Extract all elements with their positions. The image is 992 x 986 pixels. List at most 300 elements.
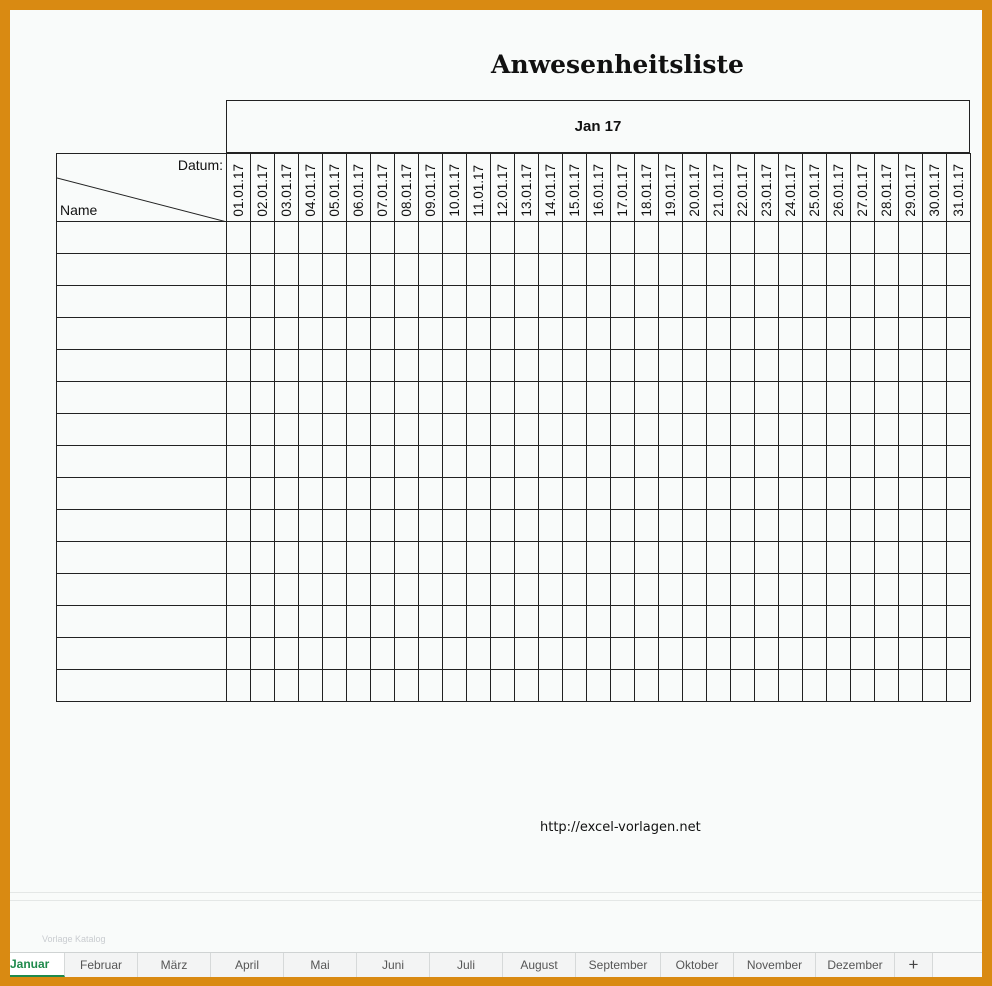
attendance-cell[interactable] <box>707 318 731 350</box>
attendance-cell[interactable] <box>371 254 395 286</box>
date-header-cell[interactable] <box>755 154 779 222</box>
attendance-cell[interactable] <box>371 318 395 350</box>
attendance-cell[interactable] <box>851 606 875 638</box>
attendance-cell[interactable] <box>755 446 779 478</box>
attendance-cell[interactable] <box>827 574 851 606</box>
attendance-cell[interactable] <box>347 478 371 510</box>
attendance-cell[interactable] <box>923 446 947 478</box>
attendance-cell[interactable] <box>779 574 803 606</box>
attendance-cell[interactable] <box>227 222 251 254</box>
attendance-cell[interactable] <box>635 254 659 286</box>
name-cell[interactable] <box>57 318 227 350</box>
attendance-cell[interactable] <box>707 446 731 478</box>
attendance-cell[interactable] <box>371 542 395 574</box>
attendance-cell[interactable] <box>851 382 875 414</box>
attendance-cell[interactable] <box>659 638 683 670</box>
attendance-cell[interactable] <box>419 254 443 286</box>
attendance-cell[interactable] <box>899 446 923 478</box>
attendance-cell[interactable] <box>875 510 899 542</box>
attendance-cell[interactable] <box>659 286 683 318</box>
attendance-cell[interactable] <box>371 350 395 382</box>
attendance-cell[interactable] <box>707 382 731 414</box>
sheet-tab[interactable]: Juli <box>430 953 503 977</box>
attendance-cell[interactable] <box>659 670 683 702</box>
attendance-cell[interactable] <box>443 414 467 446</box>
attendance-cell[interactable] <box>227 254 251 286</box>
attendance-cell[interactable] <box>779 446 803 478</box>
attendance-cell[interactable] <box>467 382 491 414</box>
attendance-cell[interactable] <box>515 446 539 478</box>
attendance-cell[interactable] <box>803 254 827 286</box>
attendance-cell[interactable] <box>515 606 539 638</box>
attendance-cell[interactable] <box>275 542 299 574</box>
attendance-cell[interactable] <box>371 222 395 254</box>
attendance-cell[interactable] <box>659 318 683 350</box>
attendance-cell[interactable] <box>515 414 539 446</box>
attendance-cell[interactable] <box>347 350 371 382</box>
attendance-cell[interactable] <box>875 446 899 478</box>
attendance-cell[interactable] <box>491 382 515 414</box>
attendance-cell[interactable] <box>395 254 419 286</box>
attendance-cell[interactable] <box>899 222 923 254</box>
attendance-cell[interactable] <box>611 286 635 318</box>
attendance-cell[interactable] <box>683 446 707 478</box>
attendance-cell[interactable] <box>347 446 371 478</box>
attendance-cell[interactable] <box>323 478 347 510</box>
attendance-cell[interactable] <box>899 606 923 638</box>
attendance-cell[interactable] <box>227 414 251 446</box>
attendance-cell[interactable] <box>731 382 755 414</box>
attendance-cell[interactable] <box>539 318 563 350</box>
attendance-cell[interactable] <box>395 510 419 542</box>
attendance-cell[interactable] <box>299 510 323 542</box>
attendance-cell[interactable] <box>731 286 755 318</box>
attendance-cell[interactable] <box>395 318 419 350</box>
sheet-tab[interactable]: Juni <box>357 953 430 977</box>
attendance-cell[interactable] <box>347 318 371 350</box>
attendance-cell[interactable] <box>275 446 299 478</box>
attendance-cell[interactable] <box>563 414 587 446</box>
attendance-cell[interactable] <box>851 286 875 318</box>
attendance-cell[interactable] <box>347 542 371 574</box>
attendance-cell[interactable] <box>635 318 659 350</box>
date-header-cell[interactable] <box>731 154 755 222</box>
attendance-cell[interactable] <box>419 542 443 574</box>
attendance-cell[interactable] <box>515 638 539 670</box>
attendance-cell[interactable] <box>515 542 539 574</box>
attendance-cell[interactable] <box>611 222 635 254</box>
attendance-cell[interactable] <box>347 414 371 446</box>
attendance-cell[interactable] <box>707 542 731 574</box>
attendance-cell[interactable] <box>515 286 539 318</box>
attendance-cell[interactable] <box>563 286 587 318</box>
name-cell[interactable] <box>57 414 227 446</box>
attendance-cell[interactable] <box>467 510 491 542</box>
attendance-cell[interactable] <box>467 670 491 702</box>
attendance-cell[interactable] <box>563 606 587 638</box>
date-header-cell[interactable] <box>827 154 851 222</box>
date-header-cell[interactable] <box>779 154 803 222</box>
attendance-cell[interactable] <box>323 350 347 382</box>
sheet-tab[interactable]: August <box>503 953 576 977</box>
attendance-cell[interactable] <box>515 318 539 350</box>
attendance-cell[interactable] <box>587 350 611 382</box>
attendance-cell[interactable] <box>539 382 563 414</box>
attendance-cell[interactable] <box>683 670 707 702</box>
attendance-cell[interactable] <box>803 382 827 414</box>
sheet-tab[interactable]: Mai <box>284 953 357 977</box>
attendance-cell[interactable] <box>851 510 875 542</box>
attendance-cell[interactable] <box>251 478 275 510</box>
attendance-cell[interactable] <box>563 446 587 478</box>
attendance-cell[interactable] <box>923 478 947 510</box>
attendance-cell[interactable] <box>371 638 395 670</box>
attendance-cell[interactable] <box>443 382 467 414</box>
attendance-cell[interactable] <box>587 414 611 446</box>
attendance-cell[interactable] <box>779 670 803 702</box>
attendance-cell[interactable] <box>707 254 731 286</box>
attendance-cell[interactable] <box>419 510 443 542</box>
attendance-cell[interactable] <box>611 542 635 574</box>
attendance-cell[interactable] <box>611 478 635 510</box>
attendance-cell[interactable] <box>491 542 515 574</box>
attendance-cell[interactable] <box>635 574 659 606</box>
attendance-cell[interactable] <box>491 222 515 254</box>
attendance-cell[interactable] <box>587 222 611 254</box>
attendance-cell[interactable] <box>299 350 323 382</box>
attendance-cell[interactable] <box>851 254 875 286</box>
attendance-cell[interactable] <box>755 414 779 446</box>
attendance-cell[interactable] <box>683 606 707 638</box>
attendance-cell[interactable] <box>275 510 299 542</box>
attendance-cell[interactable] <box>851 478 875 510</box>
name-cell[interactable] <box>57 638 227 670</box>
attendance-cell[interactable] <box>635 286 659 318</box>
attendance-cell[interactable] <box>251 286 275 318</box>
attendance-cell[interactable] <box>779 414 803 446</box>
attendance-cell[interactable] <box>395 446 419 478</box>
attendance-cell[interactable] <box>467 574 491 606</box>
attendance-cell[interactable] <box>299 542 323 574</box>
attendance-cell[interactable] <box>395 478 419 510</box>
attendance-cell[interactable] <box>827 222 851 254</box>
attendance-cell[interactable] <box>227 286 251 318</box>
attendance-cell[interactable] <box>275 382 299 414</box>
attendance-cell[interactable] <box>419 318 443 350</box>
attendance-cell[interactable] <box>323 286 347 318</box>
attendance-cell[interactable] <box>395 382 419 414</box>
attendance-cell[interactable] <box>443 542 467 574</box>
attendance-cell[interactable] <box>827 478 851 510</box>
attendance-cell[interactable] <box>539 606 563 638</box>
attendance-cell[interactable] <box>947 574 971 606</box>
attendance-cell[interactable] <box>659 222 683 254</box>
date-header-cell[interactable] <box>395 154 419 222</box>
attendance-cell[interactable] <box>419 446 443 478</box>
attendance-cell[interactable] <box>371 286 395 318</box>
date-header-cell[interactable] <box>875 154 899 222</box>
attendance-cell[interactable] <box>875 254 899 286</box>
attendance-cell[interactable] <box>227 670 251 702</box>
attendance-cell[interactable] <box>707 510 731 542</box>
attendance-cell[interactable] <box>827 446 851 478</box>
attendance-cell[interactable] <box>803 542 827 574</box>
sheet-tab[interactable]: Januar <box>10 953 65 977</box>
attendance-cell[interactable] <box>803 318 827 350</box>
attendance-cell[interactable] <box>851 574 875 606</box>
attendance-cell[interactable] <box>947 446 971 478</box>
attendance-cell[interactable] <box>731 478 755 510</box>
name-cell[interactable] <box>57 286 227 318</box>
attendance-cell[interactable] <box>923 606 947 638</box>
attendance-cell[interactable] <box>299 446 323 478</box>
attendance-cell[interactable] <box>899 318 923 350</box>
attendance-cell[interactable] <box>539 350 563 382</box>
name-cell[interactable] <box>57 446 227 478</box>
name-cell[interactable] <box>57 382 227 414</box>
name-cell[interactable] <box>57 670 227 702</box>
date-header-cell[interactable] <box>299 154 323 222</box>
attendance-cell[interactable] <box>323 670 347 702</box>
attendance-cell[interactable] <box>395 414 419 446</box>
attendance-cell[interactable] <box>323 254 347 286</box>
attendance-cell[interactable] <box>851 318 875 350</box>
attendance-cell[interactable] <box>371 446 395 478</box>
attendance-cell[interactable] <box>275 254 299 286</box>
name-cell[interactable] <box>57 478 227 510</box>
attendance-cell[interactable] <box>779 638 803 670</box>
date-header-cell[interactable] <box>587 154 611 222</box>
month-header[interactable] <box>226 100 970 153</box>
attendance-cell[interactable] <box>659 254 683 286</box>
attendance-cell[interactable] <box>899 670 923 702</box>
attendance-cell[interactable] <box>491 318 515 350</box>
attendance-cell[interactable] <box>443 574 467 606</box>
attendance-cell[interactable] <box>899 542 923 574</box>
attendance-cell[interactable] <box>683 542 707 574</box>
attendance-cell[interactable] <box>875 318 899 350</box>
attendance-cell[interactable] <box>299 638 323 670</box>
attendance-cell[interactable] <box>683 254 707 286</box>
attendance-cell[interactable] <box>563 222 587 254</box>
attendance-cell[interactable] <box>947 478 971 510</box>
attendance-cell[interactable] <box>299 574 323 606</box>
attendance-cell[interactable] <box>443 286 467 318</box>
attendance-cell[interactable] <box>371 670 395 702</box>
sheet-tab[interactable]: Oktober <box>661 953 734 977</box>
attendance-cell[interactable] <box>251 606 275 638</box>
attendance-cell[interactable] <box>539 670 563 702</box>
attendance-cell[interactable] <box>587 254 611 286</box>
attendance-cell[interactable] <box>299 414 323 446</box>
attendance-cell[interactable] <box>947 638 971 670</box>
attendance-cell[interactable] <box>587 382 611 414</box>
attendance-cell[interactable] <box>851 350 875 382</box>
attendance-cell[interactable] <box>419 606 443 638</box>
attendance-cell[interactable] <box>803 510 827 542</box>
attendance-cell[interactable] <box>755 510 779 542</box>
attendance-cell[interactable] <box>275 606 299 638</box>
sheet-tab[interactable]: Dezember <box>816 953 895 977</box>
attendance-cell[interactable] <box>611 574 635 606</box>
attendance-cell[interactable] <box>803 286 827 318</box>
attendance-cell[interactable] <box>803 414 827 446</box>
date-header-cell[interactable] <box>347 154 371 222</box>
attendance-cell[interactable] <box>851 670 875 702</box>
attendance-cell[interactable] <box>371 606 395 638</box>
sheet-tab[interactable]: April <box>211 953 284 977</box>
attendance-cell[interactable] <box>635 638 659 670</box>
attendance-cell[interactable] <box>875 382 899 414</box>
attendance-cell[interactable] <box>731 350 755 382</box>
attendance-cell[interactable] <box>251 574 275 606</box>
attendance-cell[interactable] <box>755 350 779 382</box>
attendance-cell[interactable] <box>659 510 683 542</box>
plus-icon[interactable]: + <box>895 953 933 977</box>
attendance-cell[interactable] <box>299 478 323 510</box>
attendance-cell[interactable] <box>683 382 707 414</box>
date-header-cell[interactable] <box>251 154 275 222</box>
attendance-cell[interactable] <box>443 638 467 670</box>
sheet-tab[interactable]: November <box>734 953 816 977</box>
attendance-cell[interactable] <box>755 542 779 574</box>
attendance-cell[interactable] <box>923 670 947 702</box>
date-header-cell[interactable] <box>947 154 971 222</box>
attendance-cell[interactable] <box>323 606 347 638</box>
attendance-cell[interactable] <box>251 254 275 286</box>
attendance-cell[interactable] <box>875 414 899 446</box>
attendance-cell[interactable] <box>851 542 875 574</box>
attendance-cell[interactable] <box>683 414 707 446</box>
name-cell[interactable] <box>57 574 227 606</box>
attendance-cell[interactable] <box>899 286 923 318</box>
attendance-cell[interactable] <box>635 446 659 478</box>
attendance-cell[interactable] <box>467 318 491 350</box>
attendance-cell[interactable] <box>635 414 659 446</box>
attendance-cell[interactable] <box>299 254 323 286</box>
attendance-cell[interactable] <box>683 350 707 382</box>
attendance-cell[interactable] <box>371 382 395 414</box>
attendance-cell[interactable] <box>611 318 635 350</box>
attendance-cell[interactable] <box>635 382 659 414</box>
attendance-cell[interactable] <box>347 606 371 638</box>
attendance-cell[interactable] <box>755 222 779 254</box>
attendance-cell[interactable] <box>539 510 563 542</box>
attendance-cell[interactable] <box>323 446 347 478</box>
attendance-cell[interactable] <box>467 222 491 254</box>
attendance-cell[interactable] <box>707 222 731 254</box>
date-header-cell[interactable] <box>803 154 827 222</box>
attendance-cell[interactable] <box>635 606 659 638</box>
name-cell[interactable] <box>57 222 227 254</box>
attendance-cell[interactable] <box>491 638 515 670</box>
attendance-cell[interactable] <box>347 382 371 414</box>
attendance-cell[interactable] <box>707 286 731 318</box>
attendance-cell[interactable] <box>899 510 923 542</box>
attendance-cell[interactable] <box>779 606 803 638</box>
attendance-cell[interactable] <box>323 542 347 574</box>
attendance-cell[interactable] <box>467 350 491 382</box>
attendance-cell[interactable] <box>827 350 851 382</box>
attendance-cell[interactable] <box>347 254 371 286</box>
attendance-cell[interactable] <box>395 542 419 574</box>
attendance-cell[interactable] <box>611 254 635 286</box>
name-cell[interactable] <box>57 542 227 574</box>
attendance-cell[interactable] <box>635 478 659 510</box>
attendance-cell[interactable] <box>227 478 251 510</box>
attendance-cell[interactable] <box>539 542 563 574</box>
attendance-cell[interactable] <box>443 350 467 382</box>
attendance-cell[interactable] <box>779 222 803 254</box>
attendance-cell[interactable] <box>395 286 419 318</box>
attendance-cell[interactable] <box>275 638 299 670</box>
attendance-cell[interactable] <box>803 222 827 254</box>
attendance-cell[interactable] <box>299 670 323 702</box>
attendance-cell[interactable] <box>875 638 899 670</box>
attendance-cell[interactable] <box>491 606 515 638</box>
attendance-cell[interactable] <box>491 510 515 542</box>
attendance-cell[interactable] <box>323 318 347 350</box>
attendance-cell[interactable] <box>683 510 707 542</box>
date-header-cell[interactable] <box>371 154 395 222</box>
name-cell[interactable] <box>57 606 227 638</box>
attendance-cell[interactable] <box>395 606 419 638</box>
date-header-cell[interactable] <box>611 154 635 222</box>
attendance-cell[interactable] <box>563 350 587 382</box>
attendance-cell[interactable] <box>611 670 635 702</box>
attendance-cell[interactable] <box>683 574 707 606</box>
attendance-cell[interactable] <box>827 542 851 574</box>
attendance-cell[interactable] <box>803 670 827 702</box>
attendance-cell[interactable] <box>227 606 251 638</box>
attendance-cell[interactable] <box>947 350 971 382</box>
attendance-cell[interactable] <box>347 670 371 702</box>
attendance-cell[interactable] <box>875 574 899 606</box>
attendance-cell[interactable] <box>803 574 827 606</box>
attendance-cell[interactable] <box>947 670 971 702</box>
attendance-cell[interactable] <box>683 478 707 510</box>
attendance-cell[interactable] <box>827 414 851 446</box>
attendance-cell[interactable] <box>395 670 419 702</box>
attendance-cell[interactable] <box>299 286 323 318</box>
attendance-cell[interactable] <box>899 350 923 382</box>
attendance-cell[interactable] <box>779 318 803 350</box>
attendance-cell[interactable] <box>659 606 683 638</box>
attendance-cell[interactable] <box>755 286 779 318</box>
attendance-cell[interactable] <box>923 222 947 254</box>
attendance-cell[interactable] <box>347 574 371 606</box>
attendance-cell[interactable] <box>755 670 779 702</box>
attendance-cell[interactable] <box>731 318 755 350</box>
attendance-cell[interactable] <box>707 606 731 638</box>
date-header-cell[interactable] <box>899 154 923 222</box>
attendance-cell[interactable] <box>563 574 587 606</box>
attendance-cell[interactable] <box>395 638 419 670</box>
date-header-cell[interactable] <box>923 154 947 222</box>
attendance-cell[interactable] <box>587 574 611 606</box>
attendance-cell[interactable] <box>491 478 515 510</box>
attendance-cell[interactable] <box>731 606 755 638</box>
date-header-cell[interactable] <box>275 154 299 222</box>
attendance-cell[interactable] <box>947 222 971 254</box>
attendance-cell[interactable] <box>251 638 275 670</box>
attendance-cell[interactable] <box>299 222 323 254</box>
name-cell[interactable] <box>57 350 227 382</box>
attendance-cell[interactable] <box>947 382 971 414</box>
attendance-cell[interactable] <box>635 510 659 542</box>
attendance-cell[interactable] <box>443 222 467 254</box>
attendance-cell[interactable] <box>323 510 347 542</box>
